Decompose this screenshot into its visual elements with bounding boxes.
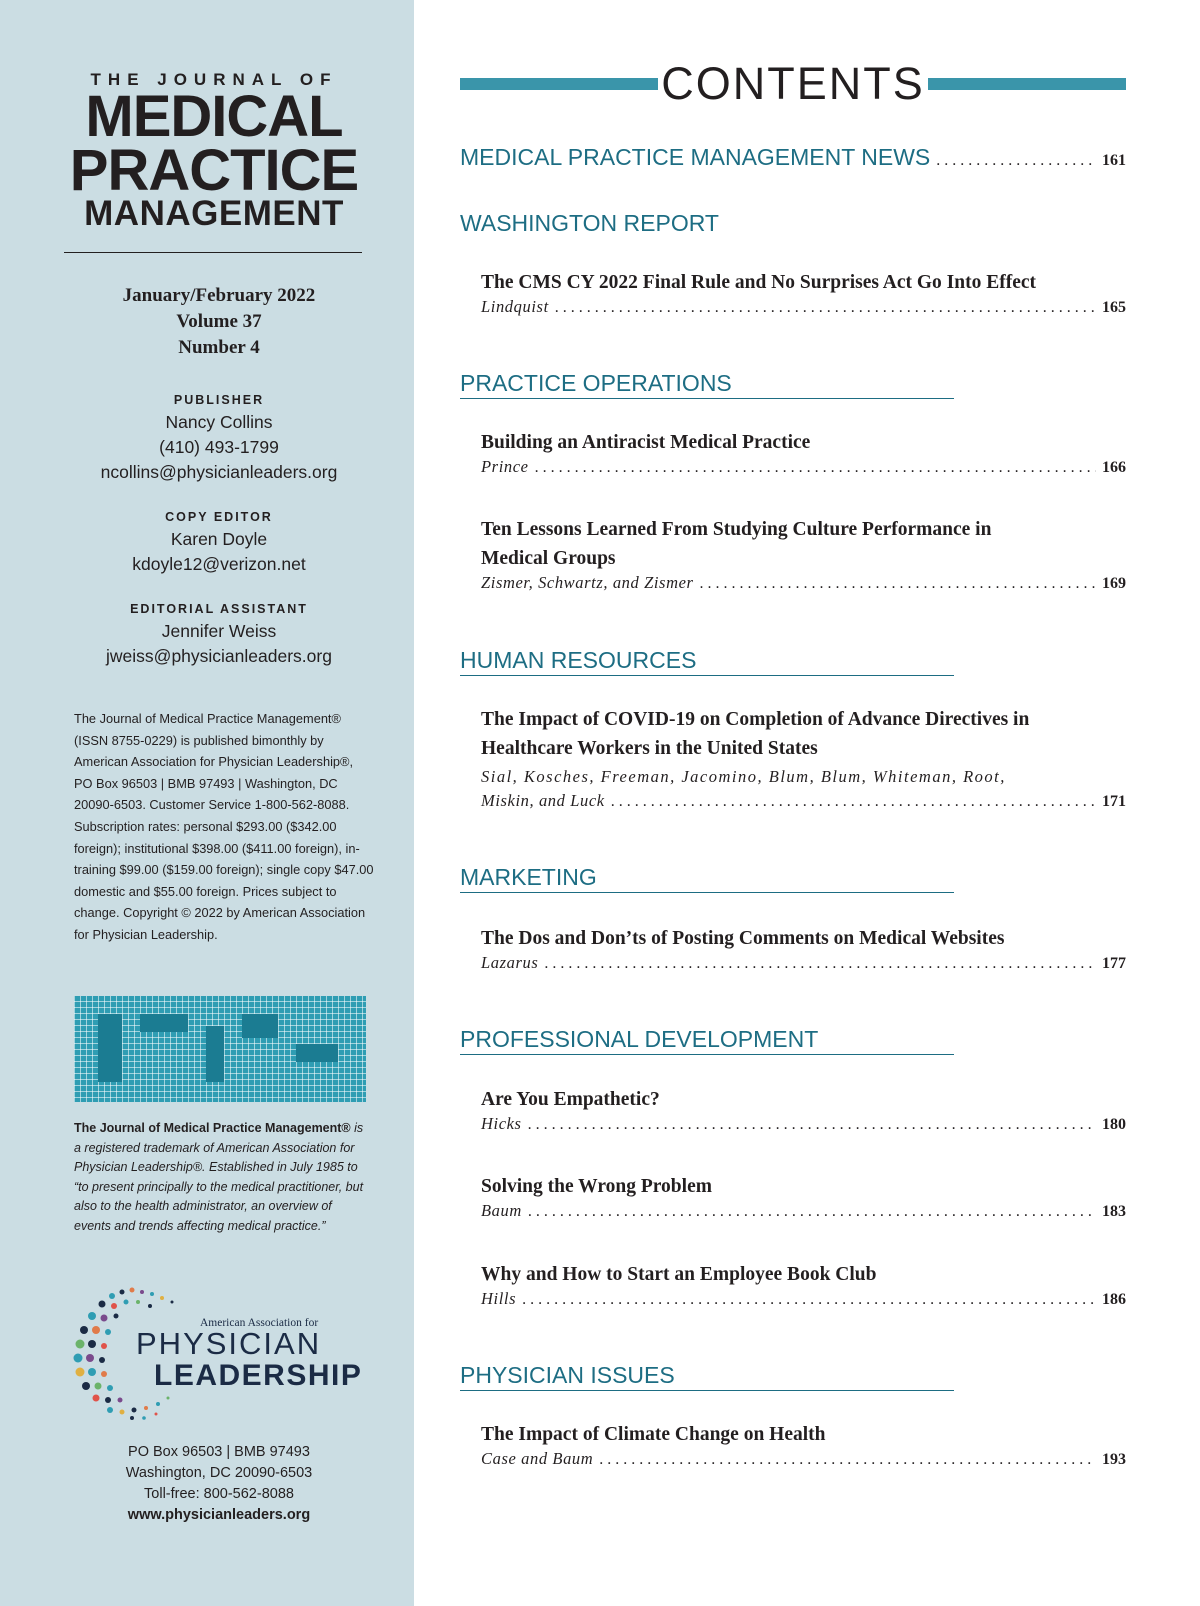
leader-dots: [611, 793, 1096, 811]
page-number: 165: [1102, 299, 1126, 316]
masthead-small: THE JOURNAL OF: [90, 70, 338, 89]
page-number: 166: [1102, 459, 1126, 476]
aapl-logo: [72, 1286, 382, 1426]
leader-dots: [528, 1203, 1096, 1221]
issue-date: January/February 2022: [122, 285, 316, 306]
section-heading: WASHINGTON REPORT: [460, 210, 719, 236]
article-authors: Hills: [481, 1289, 517, 1308]
article-title: Building an Antiracist Medical Practice: [481, 432, 811, 453]
article-title: The Impact of Climate Change on Health: [481, 1424, 826, 1445]
page-number: 183: [1102, 1203, 1126, 1220]
leader-dots: [599, 1451, 1096, 1469]
contact-block: [64, 1442, 374, 1526]
section-heading: MARKETING: [460, 862, 954, 893]
article-authors: Miskin, and Luck: [481, 791, 605, 810]
contact-website-link[interactable]: www.physicianleaders.org: [127, 1507, 311, 1523]
page-number: 161: [1102, 152, 1126, 169]
contact-address-1: PO Box 96503 | BMB 97493: [128, 1444, 310, 1460]
publication-info: The Journal of Medical Practice Management® (ISSN 8755-0229) is published bimonthly by American Association for Physician Leadership®, PO Box 96503 | BMB 97493 | Washington, DC 20090-6503. Customer Service 1-800-562-8088. Subscription rates: personal $293.00 ($342.00 foreign); institutional $398.00 ($411.00 foreign), in-training $99.00 ($159.00 foreign); single copy $47.00 domestic and $55.00 foreign. Prices subject to change. Copyright © 2022 by American Association for Physician Leadership.: [74, 711, 374, 942]
editorial-assistant-role: EDITORIAL ASSISTANT: [130, 602, 308, 616]
section-heading: PROFESSIONAL DEVELOPMENT: [460, 1024, 954, 1055]
article-authors: Case and Baum: [481, 1449, 594, 1468]
section-heading: PRACTICE OPERATIONS: [460, 368, 954, 399]
article-title: The Impact of COVID-19 on Completion of Advance Directives in Healthcare Workers in the United States: [481, 709, 1030, 759]
article-authors: Hicks: [481, 1114, 522, 1133]
issue-info: [64, 283, 374, 361]
article-authors-line: Sial, Kosches, Freeman, Jacomino, Blum, Blum, Whiteman, Root,: [481, 767, 1006, 786]
page-number: 169: [1102, 575, 1126, 592]
toc-entry[interactable]: [481, 705, 1126, 811]
leader-dots: [555, 299, 1096, 317]
issue-volume: Volume 37: [176, 311, 262, 332]
section-heading: PHYSICIAN ISSUES: [460, 1360, 954, 1391]
contents-header: [460, 58, 1126, 110]
copy-editor-role: COPY EDITOR: [165, 510, 273, 524]
contact-phone: Toll-free: 800-562-8088: [144, 1486, 294, 1502]
page-number: 193: [1102, 1451, 1126, 1468]
article-title: Ten Lessons Learned From Studying Culture Performance in Medical Groups: [481, 519, 992, 569]
publisher-block: [64, 390, 374, 485]
leader-dots: [544, 955, 1096, 973]
toc-entry-news[interactable]: [460, 144, 1126, 171]
masthead-divider: [64, 252, 362, 253]
trademark-body: is a registered trademark of American Association for Physician Leadership®. Established in July 1985 to “to present principally to the medical practitioner, but also to the health administrator, an overview of events and trends affecting medical practice.”: [74, 1121, 364, 1233]
news-label: MEDICAL PRACTICE MANAGEMENT NEWS: [460, 144, 931, 170]
issue-number: Number 4: [178, 337, 260, 358]
article-authors: Lindquist: [481, 297, 549, 316]
aapl-logo-line-1: PHYSICIAN: [136, 1326, 322, 1361]
editorial-assistant-email[interactable]: jweiss@physicianleaders.org: [106, 646, 332, 666]
trademark-title: The Journal of Medical Practice Management®: [74, 1121, 351, 1135]
toc-entry[interactable]: [481, 268, 1126, 317]
editorial-assistant-name: Jennifer Weiss: [161, 621, 277, 641]
article-authors: Lazarus: [481, 953, 539, 972]
contents-bar-left: [460, 78, 658, 90]
toc-entry[interactable]: [481, 924, 1126, 973]
article-authors: Zismer, Schwartz, and Zismer: [481, 573, 694, 592]
aapl-logo-small: American Association for: [200, 1317, 319, 1329]
article-title: Solving the Wrong Problem: [481, 1176, 712, 1197]
publisher-role: PUBLISHER: [173, 393, 265, 407]
publisher-name: Nancy Collins: [165, 412, 273, 432]
toc-entry[interactable]: [481, 428, 1126, 477]
page-number: 171: [1102, 793, 1126, 810]
toc-entry[interactable]: [481, 515, 1126, 593]
editorial-assistant-block: [64, 599, 374, 669]
toc-entry[interactable]: [481, 1420, 1126, 1469]
page-number: 186: [1102, 1291, 1126, 1308]
toc-entry[interactable]: [481, 1260, 1126, 1309]
page-number: 180: [1102, 1116, 1126, 1133]
leader-dots: [700, 575, 1096, 593]
copy-editor-email[interactable]: kdoyle12@verizon.net: [132, 554, 306, 574]
publisher-email[interactable]: ncollins@physicianleaders.org: [100, 462, 338, 482]
article-title: Are You Empathetic?: [481, 1089, 660, 1110]
article-title: Why and How to Start an Employee Book Club: [481, 1264, 877, 1285]
leader-dots: [528, 1116, 1096, 1134]
article-title: The CMS CY 2022 Final Rule and No Surprises Act Go Into Effect: [481, 272, 1037, 293]
sidebar: [0, 0, 414, 1606]
publisher-phone: (410) 493-1799: [159, 437, 279, 457]
article-authors: Baum: [481, 1201, 522, 1220]
masthead-line-2: PRACTICE: [69, 138, 359, 203]
leader-dots: [522, 1291, 1096, 1309]
leader-dots: [936, 152, 1096, 170]
copy-editor-block: [64, 507, 374, 577]
trademark-notice: [74, 1119, 364, 1236]
toc-entry[interactable]: [481, 1085, 1126, 1134]
article-title: The Dos and Don’ts of Posting Comments on Medical Websites: [481, 928, 1005, 949]
copy-editor-name: Karen Doyle: [170, 529, 268, 549]
masthead-line-1: MEDICAL: [85, 84, 343, 149]
contents-title: CONTENTS: [661, 58, 925, 109]
leader-dots: [535, 459, 1096, 477]
masthead-line-3: MANAGEMENT: [84, 194, 344, 233]
section-heading: HUMAN RESOURCES: [460, 645, 954, 676]
aapl-logo-line-2: LEADERSHIP: [154, 1359, 363, 1392]
journal-grid-logo: [74, 996, 366, 1102]
contents-bar-right: [928, 78, 1126, 90]
page-number: 177: [1102, 955, 1126, 972]
contact-address-2: Washington, DC 20090-6503: [125, 1465, 313, 1481]
toc-entry[interactable]: [481, 1172, 1126, 1221]
article-authors: Prince: [481, 457, 529, 476]
